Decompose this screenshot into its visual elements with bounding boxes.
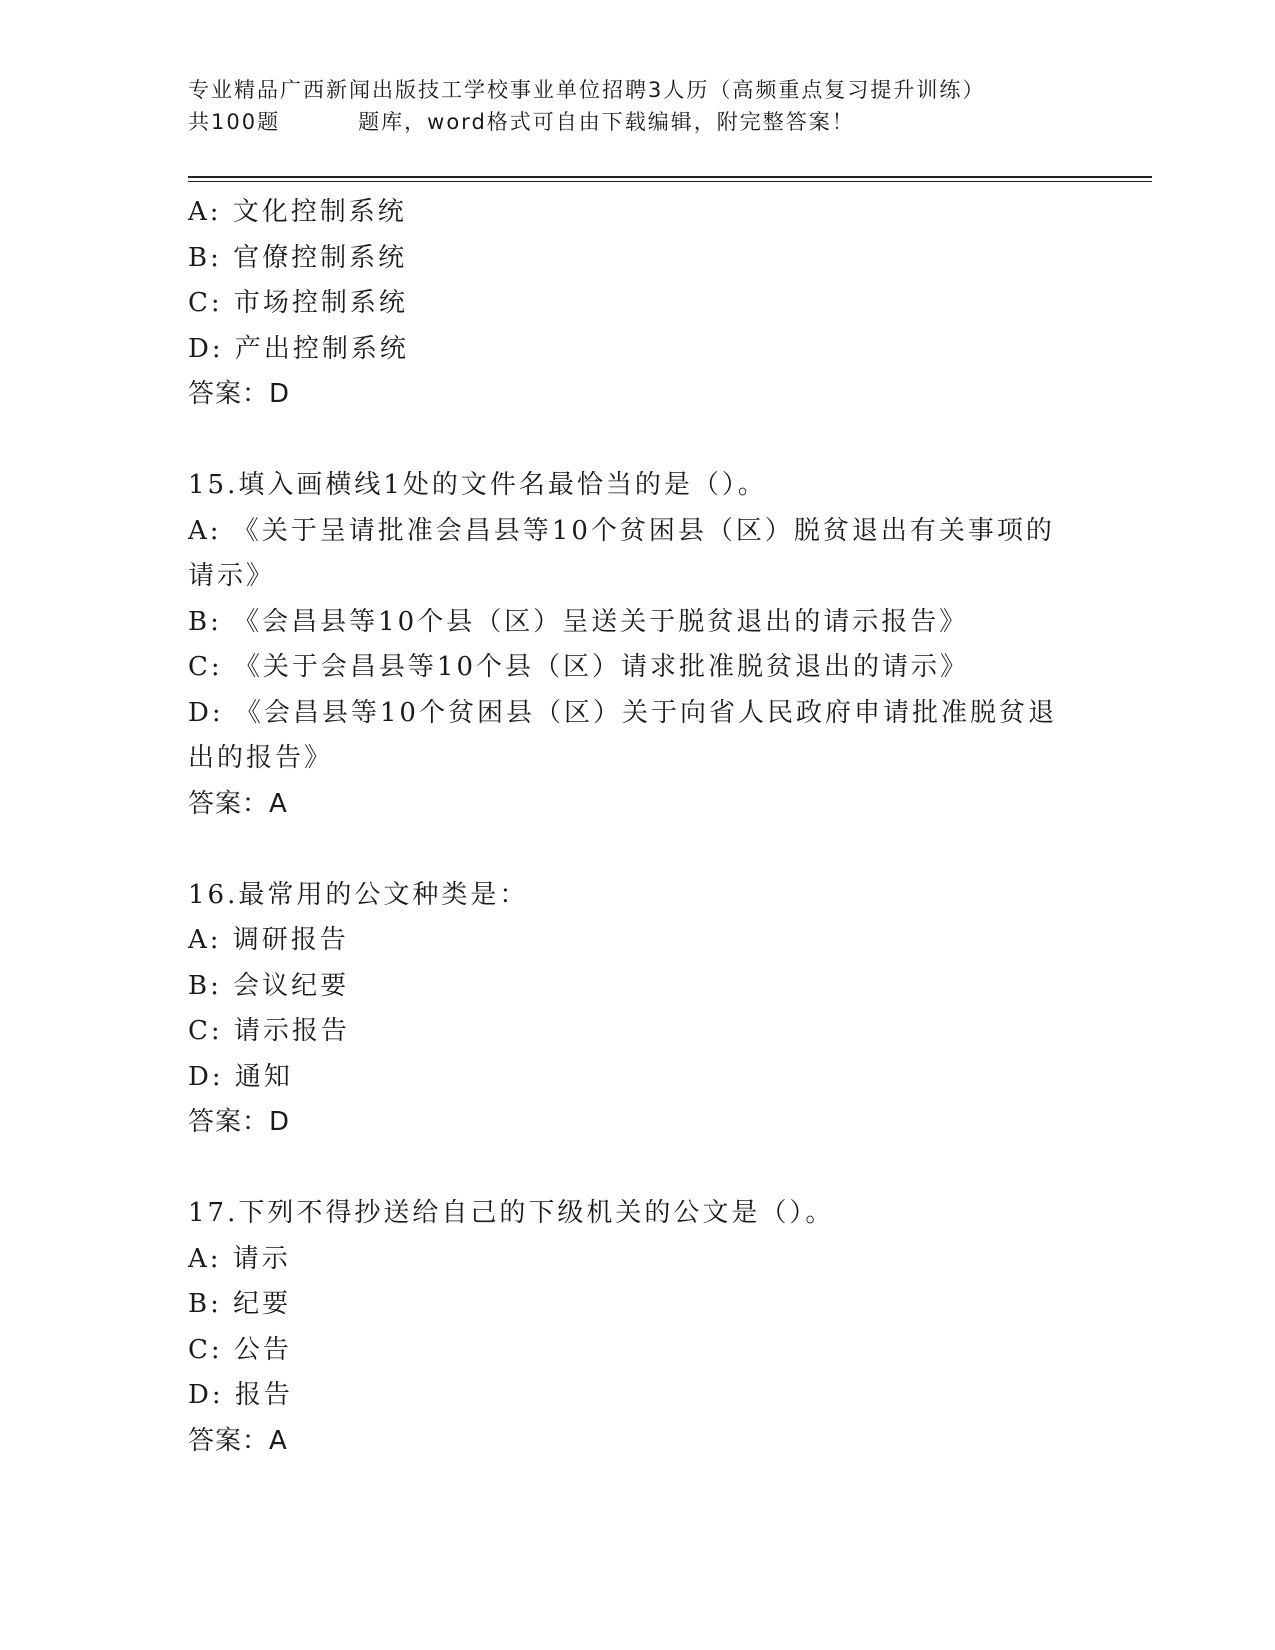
option-a: A: 《关于呈请批准会昌县等10个贫困县（区）脱贫退出有关事项的请示》 — [188, 515, 1055, 591]
option-b: B: 纪要 — [188, 1289, 292, 1319]
answer-line: 答案：A — [188, 788, 288, 819]
option-a: A: 请示 — [188, 1243, 291, 1274]
option-a: A: 文化控制系统 — [188, 197, 407, 227]
question-text: 17.下列不得抄送给自己的下级机关的公文是（）。 — [188, 1198, 835, 1228]
header-rule-thin — [188, 181, 1152, 182]
option-c: C: 市场控制系统 — [188, 288, 408, 318]
document-header — [188, 74, 1088, 138]
option-c: C: 公告 — [188, 1334, 292, 1365]
question-text: 15.填入画横线1处的文件名最恰当的是（）。 — [188, 470, 767, 500]
answer-line: 答案：D — [188, 1107, 291, 1137]
option-d: D: 通知 — [188, 1061, 293, 1092]
question-block-15 — [188, 463, 1068, 827]
option-b: B: 《会昌县等10个县（区）呈送关于脱贫退出的请示报告》 — [188, 606, 969, 637]
question-list — [188, 190, 1068, 1464]
option-d: D: 《会昌县等10个贫困县（区）关于向省人民政府申请批准脱贫退出的报告》 — [188, 697, 1057, 773]
spacer — [188, 827, 1068, 873]
answer-line: 答案：D — [188, 379, 291, 409]
header-subtitle: 共100题 题库，word格式可自由下载编辑，附完整答案！ — [188, 110, 855, 134]
spacer — [188, 1146, 1068, 1192]
option-b: B: 会议纪要 — [188, 970, 350, 1001]
option-d: D: 产出控制系统 — [188, 333, 409, 364]
question-text: 16.最常用的公文种类是： — [188, 879, 529, 910]
option-c: C: 请示报告 — [188, 1016, 350, 1046]
question-block-16 — [188, 873, 1068, 1146]
question-block-14 — [188, 190, 1068, 418]
question-block-17 — [188, 1191, 1068, 1464]
answer-line: 答案：A — [188, 1425, 288, 1456]
spacer — [188, 418, 1068, 464]
header-title: 专业精品广西新闻出版技工学校事业单位招聘3人历（高频重点复习提升训练） — [188, 78, 986, 102]
option-c: C: 《关于会昌县等10个县（区）请求批准脱贫退出的请示》 — [188, 652, 970, 682]
option-b: B: 官僚控制系统 — [188, 242, 408, 273]
header-rule-thick — [188, 176, 1152, 178]
option-a: A: 调研报告 — [188, 925, 349, 955]
option-d: D: 报告 — [188, 1380, 293, 1410]
